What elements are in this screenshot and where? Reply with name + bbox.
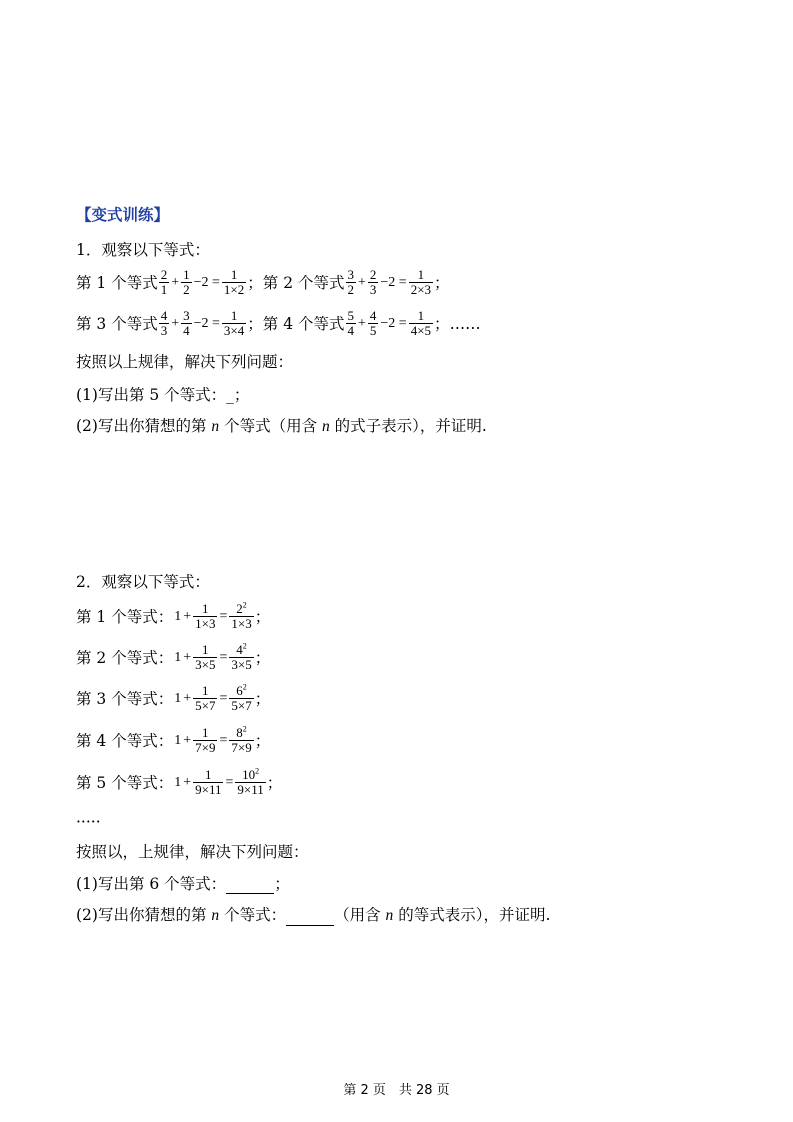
ellipsis: …… [449, 314, 481, 333]
q1-eq4-label: 第 4 个等式 [262, 314, 345, 333]
ellipsis: ····· [76, 813, 101, 831]
q1-equations-row-1: 第 1 个等式 $\frac{2}{1}$ + $\frac{1}{2}$ −2 = $\frac{1}{1\times 2}$ ； 第 2 个等式 $\frac{3}{2}$ + $\frac{2}{3}$ −2 = $\frac{1}{2\times 3}$ ； [76, 267, 450, 297]
fraction: $\frac{4^2}{3\times 5}$ [231, 641, 252, 672]
q2-equation-row: 第 1 个等式： 1 + $\frac{1}{1\times 3}$ = $\frac{2^2}{1\times 3}$ ； [76, 600, 271, 631]
q1-eq2-label: 第 2 个等式 [262, 273, 345, 292]
section-heading: 【变式训练】 [76, 206, 170, 224]
fraction: $\frac{4}{3}$ [160, 308, 168, 338]
fraction: $\frac{1}{4\times 5}$ [410, 308, 432, 338]
fraction: $\frac{1}{1\times 2}$ [223, 267, 245, 297]
q1-intro: 1．观察以下等式： [76, 241, 210, 259]
answer-blank [226, 878, 274, 894]
fraction: $\frac{10^2}{9\times 11}$ [237, 766, 264, 797]
q1-equations-row-2: 第 3 个等式 $\frac{4}{3}$ + $\frac{3}{4}$ −2 = $\frac{1}{3\times 4}$ ； 第 4 个等式 $\frac{5}{4}$ + $\frac{4}{5}$ −2 = $\frac{1}{4\times 5}$ ； …… [76, 308, 481, 338]
fraction: $\frac{2^2}{1\times 3}$ [231, 600, 252, 631]
q1-instruction: 按照以上规律，解决下列问题： [76, 353, 294, 371]
q1-part2: (2)写出你猜想的第 n 个等式（用含 n 的式子表示），并证明. [76, 417, 487, 435]
q2-instruction: 按照以，上规律，解决下列问题： [76, 843, 309, 861]
fraction: $\frac{1}{3\times 4}$ [223, 308, 245, 338]
q2-equation-row: 第 4 个等式： 1 + $\frac{1}{7\times 9}$ = $\frac{8^2}{7\times 9}$ ； [76, 724, 271, 755]
fraction: $\frac{1}{2}$ [183, 267, 190, 297]
q2-equation-row: 第 2 个等式： 1 + $\frac{1}{3\times 5}$ = $\frac{4^2}{3\times 5}$ ； [76, 641, 271, 672]
fraction: $\frac{3}{4}$ [183, 308, 190, 338]
page-footer: 第 2 页 共 28 页 [343, 1083, 450, 1098]
answer-blank [286, 910, 334, 926]
fraction: $\frac{1}{5\times 7}$ [195, 683, 216, 713]
fraction: $\frac{1}{1\times 3}$ [195, 601, 216, 631]
q2-equation-row: 第 3 个等式： 1 + $\frac{1}{5\times 7}$ = $\frac{6^2}{5\times 7}$ ； [76, 682, 271, 713]
fraction: $\frac{8^2}{7\times 9}$ [231, 724, 252, 755]
q2-part2: (2)写出你猜想的第 n 个等式： （用含 n 的等式表示），并证明. [76, 906, 551, 924]
q2-intro: 2．观察以下等式： [76, 573, 210, 591]
fraction: $\frac{1}{2\times 3}$ [410, 267, 432, 297]
fraction: $\frac{1}{9\times 11}$ [195, 767, 222, 797]
q1-eq3-label: 第 3 个等式 [76, 314, 158, 333]
fraction: $\frac{1}{3\times 5}$ [195, 642, 216, 672]
fraction: $\frac{1}{7\times 9}$ [195, 725, 216, 755]
q2-equation-row: 第 5 个等式： 1 + $\frac{1}{9\times 11}$ = $\frac{10^2}{9\times 11}$ ； [76, 766, 283, 797]
fraction: $\frac{2}{1}$ [160, 267, 168, 297]
fraction: $\frac{4}{5}$ [369, 308, 377, 338]
fraction: $\frac{3}{2}$ [347, 267, 354, 297]
fraction: $\frac{5}{4}$ [347, 308, 354, 338]
fraction: $\frac{6^2}{5\times 7}$ [231, 682, 252, 713]
q1-part1: (1)写出第 5 个等式：_； [76, 386, 250, 404]
fraction: $\frac{2}{3}$ [369, 267, 377, 297]
q2-part1: (1)写出第 6 个等式： ； [76, 875, 290, 893]
q1-eq1-label: 第 1 个等式 [76, 273, 158, 292]
